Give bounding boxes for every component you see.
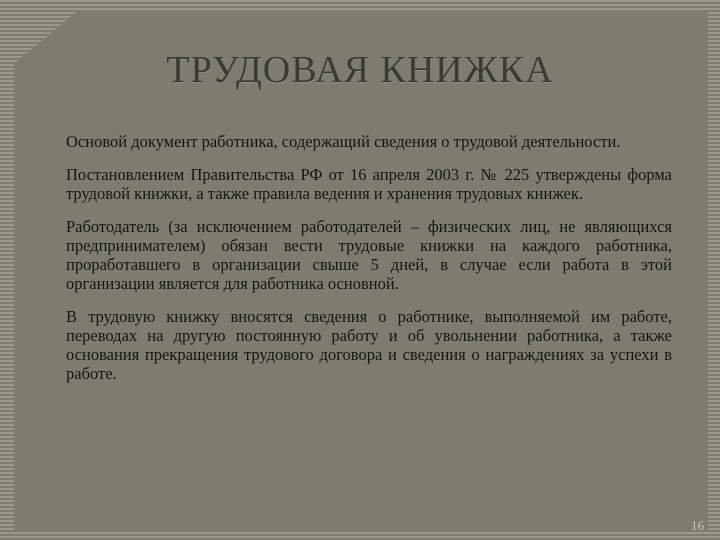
- paragraph-3: Работодатель (за исключением работодателей – физических лиц, не являющихся предпринимателем) обязан вести трудовые книжки на каждого работника, проработавшего в организации свыше 5 дней, в случае если работа в этой организации является для работника основной.: [66, 217, 672, 293]
- page-number: 16: [691, 518, 704, 533]
- paragraph-4: В трудовую книжку вносятся сведения о работнике, выполняемой им работе, переводах на другую постоянную работу и об увольнении работника, а также основания прекращения трудового договора и сведения о награждениях за успехи в работе.: [66, 307, 672, 383]
- paragraph-2: Постановлением Правительства РФ от 16 апреля 2003 г. № 225 утверждены форма трудовой книжки, а также правила ведения и хранения трудовых книжек.: [66, 165, 672, 203]
- paragraph-1: Основой документ работника, содержащий сведения о трудовой деятельности.: [66, 132, 621, 151]
- slide-title: ТРУДОВАЯ КНИЖКА: [166, 49, 554, 91]
- slide-content: [66, 132, 672, 397]
